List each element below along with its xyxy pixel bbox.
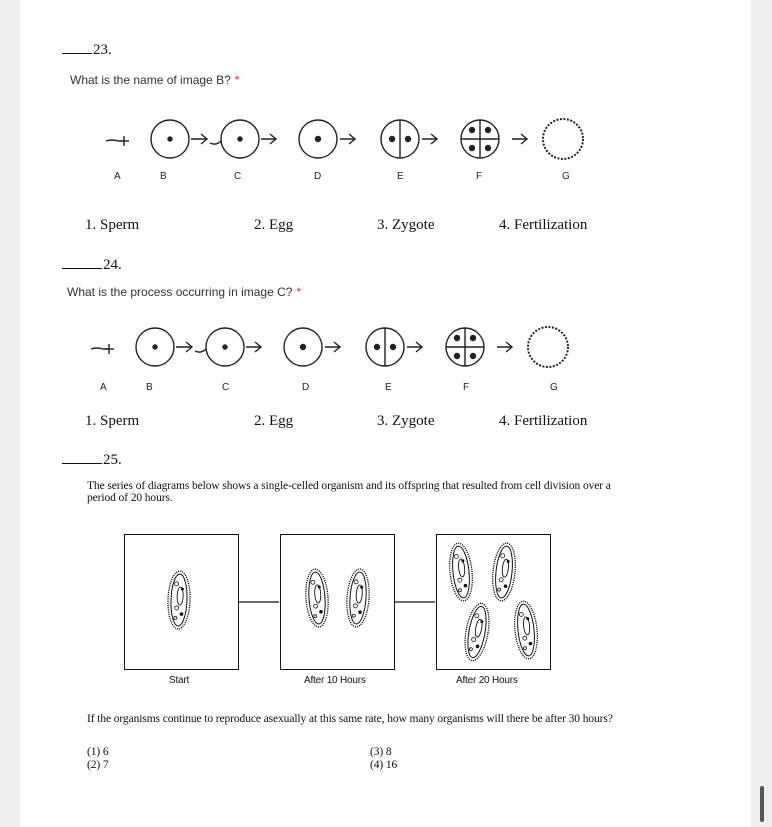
paramecium-20h-2 — [490, 542, 518, 602]
sperm-tail — [106, 140, 118, 141]
choice-sperm-23[interactable]: 1. Sperm — [85, 217, 140, 233]
required-asterisk: * — [296, 285, 302, 299]
question-number-23: 23. — [62, 42, 112, 59]
diagram-label-b: B — [160, 171, 167, 182]
question-intro-25: The series of diagrams below shows a single-celled organism and its offspring that resulted from cell division over a period of 20 hours. — [87, 480, 611, 504]
answer-option-2[interactable]: (2) 7 — [87, 759, 109, 771]
diagram-label-a: A — [100, 382, 107, 393]
paramecium-start — [167, 571, 191, 630]
diagram-label-f: F — [476, 171, 483, 182]
diagram-label-c: C — [234, 171, 242, 182]
diagram-label-e: E — [385, 382, 392, 393]
diagram-label-e: E — [397, 171, 404, 182]
diagram-label-d: D — [314, 171, 322, 182]
paramecium-20h-3 — [461, 602, 493, 663]
blastula-g — [543, 119, 583, 159]
question-text-25: If the organisms continue to reproduce asexually at this same rate, how many organisms will there be after 30 hours? — [87, 713, 613, 725]
answer-option-4[interactable]: (4) 16 — [370, 759, 398, 771]
choice-fertilization-24[interactable]: 4. Fertilization — [499, 413, 588, 429]
fertilization-diagram-23 — [20, 110, 751, 180]
caption-after-10-hours: After 10 Hours — [304, 675, 366, 686]
question-number-24: 24. — [62, 257, 122, 274]
answer-option-3[interactable]: (3) 8 — [370, 746, 392, 758]
choice-egg-24[interactable]: 2. Egg — [254, 413, 294, 429]
choice-egg-23[interactable]: 2. Egg — [254, 217, 294, 233]
diagram-label-g: G — [550, 382, 558, 393]
diagram-label-d: D — [302, 382, 310, 393]
choice-zygote-23[interactable]: 3. Zygote — [377, 217, 435, 233]
required-asterisk: * — [234, 73, 240, 87]
paramecium-10h-2 — [345, 568, 371, 627]
fertilization-diagram-24 — [5, 318, 736, 388]
question-number-25: 25. — [62, 452, 122, 469]
paramecium-20h-1 — [447, 542, 475, 602]
scrollbar-thumb[interactable] — [760, 786, 764, 822]
paramecium-20h-4 — [512, 600, 540, 660]
choice-zygote-24[interactable]: 3. Zygote — [377, 413, 435, 429]
diagram-label-a: A — [114, 171, 121, 182]
diagram-label-g: G — [562, 171, 570, 182]
question-prompt-24: What is the process occurring in image C? * — [67, 285, 302, 299]
paramecium-panels — [20, 520, 751, 690]
answer-option-1[interactable]: (1) 6 — [87, 746, 109, 758]
caption-start: Start — [169, 675, 190, 686]
diagram-label-f: F — [463, 382, 470, 393]
paramecium-10h-1 — [304, 568, 330, 627]
diagram-label-c: C — [222, 382, 230, 393]
choice-sperm-24[interactable]: 1. Sperm — [85, 413, 140, 429]
question-prompt-23: What is the name of image B? * — [70, 73, 240, 87]
caption-after-20-hours: After 20 Hours — [456, 675, 518, 686]
document-page — [20, 0, 751, 827]
choice-fertilization-23[interactable]: 4. Fertilization — [499, 217, 588, 233]
diagram-label-b: B — [146, 382, 153, 393]
